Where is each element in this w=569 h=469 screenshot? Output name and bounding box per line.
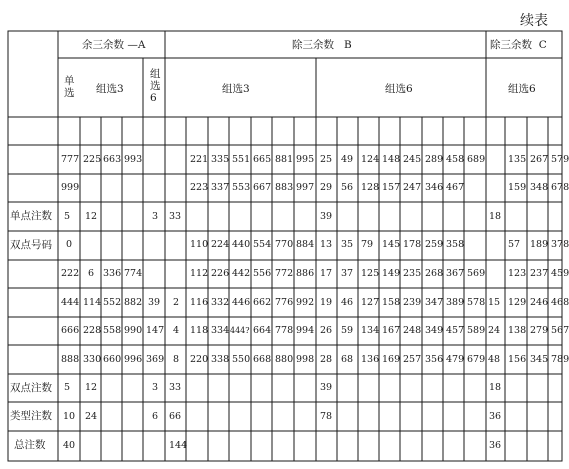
table-cell: 444? (230, 326, 250, 335)
table-cell: 347 (425, 297, 444, 308)
row-label-total-count: 总注数 (14, 439, 46, 451)
table-cell: 550 (232, 354, 251, 365)
table-cell: 12 (85, 211, 98, 222)
table-cell: 24 (488, 325, 501, 336)
table-cell: 3 (152, 382, 159, 393)
table-cell: 994 (296, 325, 315, 336)
table-cell: 46 (341, 297, 354, 308)
table-cell: 556 (253, 268, 272, 279)
table-cell: 35 (341, 239, 354, 250)
table-cell: 660 (103, 354, 122, 365)
table-cell: 458 (446, 154, 465, 165)
table-cell: 224 (211, 239, 230, 250)
table-cell: 114 (83, 297, 102, 308)
table-cell: 12 (85, 382, 98, 393)
table-cell: 552 (103, 297, 122, 308)
table-cell: 138 (508, 325, 527, 336)
table-cell: 888 (61, 354, 80, 365)
table-cell: 237 (530, 268, 549, 279)
table-cell: 336 (103, 268, 122, 279)
table-cell: 349 (425, 325, 444, 336)
table-cell: 17 (320, 268, 333, 279)
table-cell: 337 (211, 182, 230, 193)
table-cell: 459 (551, 268, 569, 279)
table-cell: 479 (446, 354, 465, 365)
table-cell: 992 (296, 297, 315, 308)
row-label-type-count: 类型注数 (10, 410, 52, 422)
table-cell: 346 (425, 182, 444, 193)
table-cell: 148 (382, 154, 401, 165)
table-cell: 257 (403, 354, 422, 365)
header-group-a: 余三余数 —A (82, 39, 146, 51)
header-danxuan: 单选 (64, 75, 75, 99)
table-cell: 468 (551, 297, 569, 308)
table-cell: 880 (275, 354, 294, 365)
table-cell: 579 (551, 154, 569, 165)
table-cell: 39 (148, 297, 161, 308)
table-cell: 6 (88, 268, 95, 279)
table-cell: 378 (551, 239, 569, 250)
table-cell: 356 (425, 354, 444, 365)
table-cell: 118 (190, 325, 209, 336)
table-cell: 665 (253, 154, 272, 165)
table-cell: 777 (61, 154, 80, 165)
table-cell: 26 (320, 325, 333, 336)
table-cell: 33 (169, 211, 182, 222)
table-cell: 369 (146, 354, 165, 365)
table-cell: 18 (489, 382, 502, 393)
table-cell: 79 (361, 239, 374, 250)
table-cell: 36 (489, 440, 502, 451)
table-cell: 220 (190, 354, 209, 365)
header-zuxuan3-a: 组选3 (96, 83, 124, 95)
table-cell: 789 (551, 354, 569, 365)
table-cell: 778 (275, 325, 294, 336)
table-cell: 128 (361, 182, 380, 193)
table-cell: 247 (403, 182, 422, 193)
table-cell: 221 (190, 154, 209, 165)
table-cell: 59 (341, 325, 354, 336)
table-cell: 125 (361, 268, 380, 279)
table-cell: 567 (551, 325, 569, 336)
table-cell: 358 (446, 239, 465, 250)
table-cell: 776 (275, 297, 294, 308)
header-zuxuan6-b: 组选6 (385, 83, 413, 95)
table-cell: 157 (382, 182, 401, 193)
table-cell: 134 (361, 325, 380, 336)
table-cell: 13 (320, 239, 333, 250)
table-cell: 440 (232, 239, 251, 250)
table-cell: 678 (551, 182, 569, 193)
table-cell: 116 (190, 297, 209, 308)
table-cell: 2 (173, 297, 180, 308)
table-cell: 226 (211, 268, 230, 279)
header-zuxuan3-b: 组选3 (222, 83, 250, 95)
table-cell: 268 (425, 268, 444, 279)
table-cell: 444 (61, 297, 80, 308)
row-label-shuangdian-numbers: 双点号码 (10, 239, 52, 251)
table-cell: 6 (152, 411, 159, 422)
table-cell: 446 (232, 297, 251, 308)
table-cell: 553 (232, 182, 251, 193)
table-cell: 578 (467, 297, 486, 308)
table-cell: 39 (320, 382, 333, 393)
table-cell: 68 (341, 354, 354, 365)
table-cell: 29 (320, 182, 333, 193)
table-cell: 246 (530, 297, 549, 308)
table-cell: 156 (508, 354, 527, 365)
table-cell: 999 (61, 182, 80, 193)
table-cell: 129 (508, 297, 527, 308)
table-cell: 223 (190, 182, 209, 193)
table-cell: 235 (403, 268, 422, 279)
table-cell: 884 (296, 239, 315, 250)
table-cell: 18 (489, 211, 502, 222)
table-cell: 144 (169, 440, 188, 451)
table-cell: 159 (508, 182, 527, 193)
table-cell: 178 (403, 239, 422, 250)
table-cell: 348 (530, 182, 549, 193)
table-cell: 259 (425, 239, 444, 250)
table-cell: 330 (83, 354, 102, 365)
table-cell: 267 (530, 154, 549, 165)
table-cell: 149 (382, 268, 401, 279)
table-cell: 25 (320, 154, 333, 165)
table-cell: 996 (124, 354, 143, 365)
table-cell: 457 (446, 325, 465, 336)
table-cell: 4 (173, 325, 180, 336)
table-cell: 123 (508, 268, 527, 279)
table-cell: 886 (296, 268, 315, 279)
table-cell: 679 (467, 354, 486, 365)
table-cell: 145 (382, 239, 401, 250)
table-cell: 8 (173, 354, 180, 365)
table-cell: 666 (61, 325, 80, 336)
table-cell: 248 (403, 325, 422, 336)
table-cell: 37 (341, 268, 354, 279)
table-cell: 239 (403, 297, 422, 308)
table-cell: 662 (253, 297, 272, 308)
table-cell: 664 (253, 325, 272, 336)
table-cell: 24 (85, 411, 98, 422)
table-cell: 332 (211, 297, 230, 308)
row-label-shuangdian-count: 双点注数 (10, 382, 52, 394)
table-cell: 222 (61, 268, 80, 279)
table-cell: 772 (275, 268, 294, 279)
table-cell: 228 (83, 325, 102, 336)
table-cell: 10 (63, 411, 76, 422)
table-cell: 57 (508, 239, 521, 250)
table-cell: 995 (296, 154, 315, 165)
table-cell: 770 (275, 239, 294, 250)
table-cell: 147 (146, 325, 165, 336)
table-cell: 39 (320, 211, 333, 222)
table-cell: 993 (124, 154, 143, 165)
table-cell: 167 (382, 325, 401, 336)
table-cell: 335 (211, 154, 230, 165)
table-cell: 289 (425, 154, 444, 165)
table-cell: 135 (508, 154, 527, 165)
table-cell: 279 (530, 325, 549, 336)
table-cell: 881 (275, 154, 294, 165)
table-cell: 774 (124, 268, 143, 279)
table-cell: 124 (361, 154, 380, 165)
table-cell: 554 (253, 239, 272, 250)
table-cell: 689 (467, 154, 486, 165)
table-cell: 883 (275, 182, 294, 193)
table-cell: 551 (232, 154, 251, 165)
table-cell: 127 (361, 297, 380, 308)
table-cell: 48 (488, 354, 501, 365)
table-cell: 367 (446, 268, 465, 279)
table-cell: 189 (530, 239, 549, 250)
table-cell: 990 (124, 325, 143, 336)
table-cell: 338 (211, 354, 230, 365)
table-cell: 558 (103, 325, 122, 336)
table-cell: 49 (341, 154, 354, 165)
header-group-b: 除三余数 B (292, 39, 352, 51)
header-group-c: 除三余数 C (490, 39, 547, 51)
row-label-danxuan-count: 单点注数 (10, 210, 52, 222)
table-cell: 442 (232, 268, 251, 279)
table-cell: 66 (169, 411, 182, 422)
table-cell: 997 (296, 182, 315, 193)
table-cell: 5 (64, 211, 71, 222)
table-cell: 110 (190, 239, 209, 250)
table-cell: 56 (341, 182, 354, 193)
header-zuxuan6-a: 组选6 (150, 68, 161, 104)
table-cell: 882 (124, 297, 143, 308)
table-cell: 3 (152, 211, 159, 222)
table-cell: 40 (63, 440, 76, 451)
table-cell: 5 (64, 382, 71, 393)
table-cell: 334 (211, 325, 230, 336)
header-zuxuan6-c: 组选6 (508, 83, 536, 95)
table-cell: 668 (253, 354, 272, 365)
table-cell: 569 (467, 268, 486, 279)
table-cell: 136 (361, 354, 380, 365)
table-cell: 0 (66, 239, 73, 250)
table-cell: 169 (382, 354, 401, 365)
table-cell: 15 (488, 297, 501, 308)
table-cell: 158 (382, 297, 401, 308)
table-cell: 28 (320, 354, 333, 365)
table-cell: 345 (530, 354, 549, 365)
table-cell: 389 (446, 297, 465, 308)
table-cell: 998 (296, 354, 315, 365)
table-cell: 245 (403, 154, 422, 165)
table-cell: 19 (320, 297, 333, 308)
table-cell: 467 (446, 182, 465, 193)
table-cell: 663 (103, 154, 122, 165)
table-cell: 33 (169, 382, 182, 393)
table-cell: 112 (190, 268, 209, 279)
table-cell: 589 (467, 325, 486, 336)
table-cell: 78 (320, 411, 333, 422)
table-cell: 36 (489, 411, 502, 422)
table-cell: 667 (253, 182, 272, 193)
continued-table-title: 续表 (520, 13, 548, 29)
table-cell: 225 (83, 154, 102, 165)
